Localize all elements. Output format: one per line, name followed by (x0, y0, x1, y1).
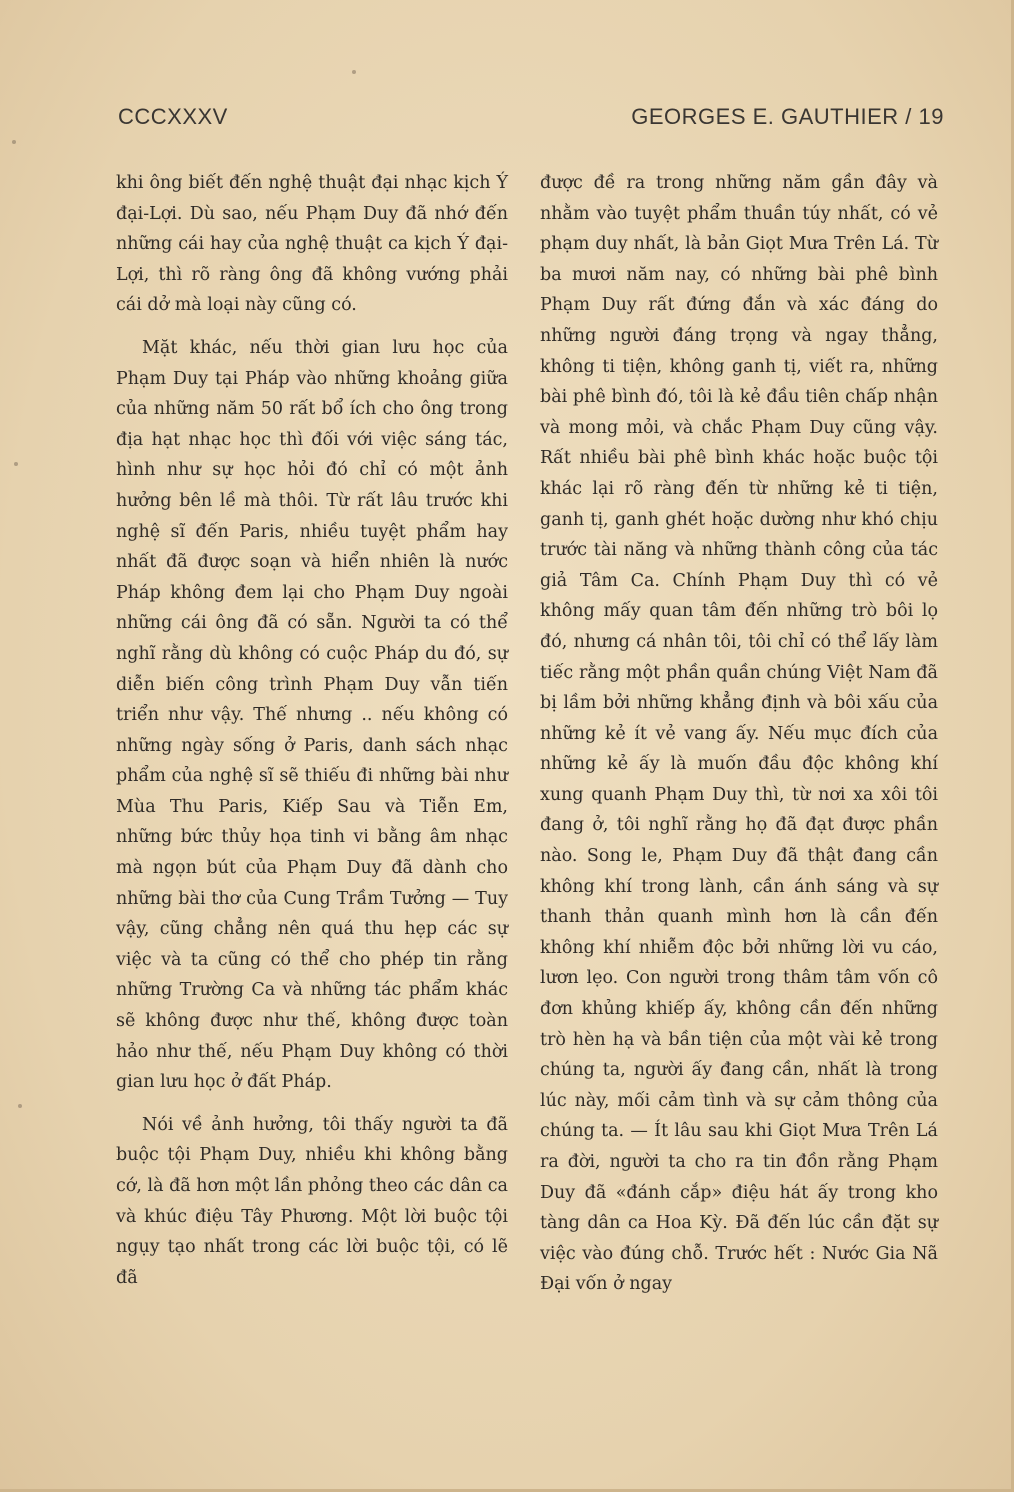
left-paragraph-2: Mặt khác, nếu thời gian lưu học của Phạm Duy tại Pháp vào những khoảng giữa của những năm 50 rất bổ ích cho ông trong địa hạt nhạc học thì đối với việc sáng tác, hình như sự học hỏi đó chỉ có một ảnh hưởng bên lề mà thôi. Từ rất lâu trước khi nghệ sĩ đến Paris, nhiều tuyệt phẩm hay nhất đã được soạn và hiển nhiên là nước Pháp không đem lại cho Phạm Duy ngoài những cái ông đã có sẵn. Người ta có thể nghĩ rằng dù không có cuộc Pháp du đó, sự diễn biến công trình Phạm Duy vẫn tiến triển như vậy. Thế nhưng .. nếu không có những ngày sống ở Paris, danh sách nhạc phẩm của nghệ sĩ sẽ thiếu đi những bài như Mùa Thu Paris, Kiếp Sau và Tiễn Em, những bức thủy họa tinh vi bằng âm nhạc mà ngọn bút của Phạm Duy đã dành cho những bài thơ của Cung Trầm Tưởng — Tuy vậy, cũng chẳng nên quá thu hẹp các sự việc và ta cũng có thể cho phép tin rằng những Trường Ca và những tác phẩm khác sẽ không được như thế, không được toàn hảo như thế, nếu Phạm Duy không có thời gian lưu học ở đất Pháp. (116, 337, 508, 1093)
right-column (540, 168, 938, 1300)
paper-speck (18, 1104, 22, 1108)
running-header (118, 104, 944, 136)
left-paragraph-1: khi ông biết đến nghệ thuật đại nhạc kịch Ý đại-Lợi. Dù sao, nếu Phạm Duy đã nhớ đến những cái hay của nghệ thuật ca kịch Ý đại-Lợi, thì rõ ràng ông đã không vướng phải cái dở mà loại này cũng có. (116, 173, 508, 316)
left-column (116, 168, 508, 1293)
left-paragraph-3: Nói về ảnh hưởng, tôi thấy người ta đã buộc tội Phạm Duy, nhiều khi không bằng cớ, là đã hơn một lần phỏng theo các dân ca và khúc điệu Tây Phương. Một lời buộc tội ngụy tạo nhất trong các lời buộc tội, có lẽ đã (116, 1114, 508, 1288)
paper-speck (12, 140, 16, 144)
header-author-page: GEORGES E. GAUTHIER / 19 (631, 104, 944, 129)
header-section-number: CCCXXXV (118, 104, 228, 129)
paper-speck (352, 70, 356, 74)
paper-speck (14, 462, 18, 466)
right-paragraph-1: được đề ra trong những năm gần đây và nhằm vào tuyệt phẩm thuần túy nhất, có vẻ phạm duy nhất, là bản Giọt Mưa Trên Lá. Từ ba mươi năm nay, có những bài phê bình Phạm Duy rất đứng đắn và xác đáng do những người đáng trọng và ngay thẳng, không ti tiện, không ganh tị, viết ra, những bài phê bình đó, tôi là kẻ đầu tiên chấp nhận và mong mỏi, và chắc Phạm Duy cũng vậy. Rất nhiều bài phê bình khác hoặc buộc tội khác lại rõ ràng đến từ những kẻ ti tiện, ganh tị, ganh ghét hoặc dường như khó chịu trước tài năng và những thành công của tác giả Tâm Ca. Chính Phạm Duy thì có vẻ không mấy quan tâm đến những trò bôi lọ đó, nhưng cá nhân tôi, tôi chỉ có thể lấy làm tiếc rằng một phần quần chúng Việt Nam đã bị lầm bởi những khẳng định và bôi xấu của những kẻ ít vẻ vang ấy. Nếu mục đích của những kẻ ấy là muốn đầu độc không khí xung quanh Phạm Duy thì, từ nơi xa xôi tôi đang ở, tôi nghĩ rằng họ đã đạt được phần nào. Song le, Phạm Duy đã thật đang cần không khí trong lành, cần ánh sáng và sự thanh thản quanh mình hơn là cần đến không khí nhiễm độc bởi những lời vu cáo, lươn lẹo. Con người trong thâm tâm vốn cô đơn khủng khiếp ấy, không cần đến những trò hèn hạ và bần tiện của một vài kẻ trong chúng ta, người ấy đang cần, nhất là trong lúc này, mối cảm tình và sự cảm thông của chúng ta. — Ít lâu sau khi Giọt Mưa Trên Lá ra đời, người ta cho ra tin đồn rằng Phạm Duy đã «đánh cắp» điệu hát ấy trong kho tàng dân ca Hoa Kỳ. Đã đến lúc cần đặt sự việc vào đúng chỗ. Trước hết : Nước Gia Nã Đại vốn ở ngay (540, 173, 938, 1295)
